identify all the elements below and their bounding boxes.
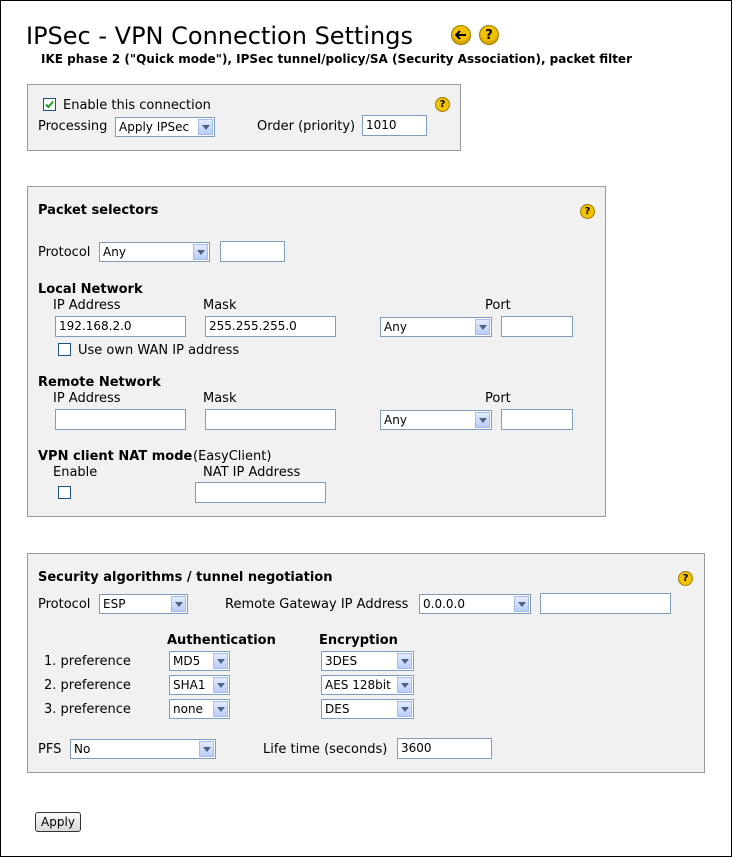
remote-mask-label: Mask (203, 391, 237, 406)
preference-3-auth-value: none (173, 702, 203, 716)
chevron-down-icon (198, 119, 213, 135)
preference-1-auth-value: MD5 (173, 654, 201, 668)
nat-ip-label: NAT IP Address (203, 465, 301, 480)
preference-1-enc-select[interactable] (321, 651, 414, 671)
nat-mode-heading: VPN client NAT mode (38, 449, 193, 464)
page-subtitle: IKE phase 2 ("Quick mode"), IPSec tunnel/policy/SA (Security Association), packet filter (41, 52, 632, 66)
local-ip-input[interactable]: 192.168.2.0 (55, 316, 186, 337)
chevron-down-icon (475, 412, 490, 428)
local-network-heading: Local Network (38, 282, 143, 297)
pfs-label: PFS (38, 742, 62, 757)
remote-port-input[interactable] (501, 409, 573, 430)
remote-ip-label: IP Address (53, 391, 121, 406)
nat-ip-input[interactable] (195, 482, 326, 503)
chevron-down-icon (213, 701, 228, 717)
chevron-down-icon (199, 741, 214, 757)
local-port-select-value: Any (384, 320, 407, 334)
remote-gateway-input[interactable] (540, 593, 671, 614)
processing-value: Apply IPSec (119, 120, 190, 134)
connection-help-icon[interactable]: ? (435, 97, 450, 112)
remote-port-label: Port (485, 391, 511, 406)
preference-3-label: 3. preference (44, 702, 131, 717)
preference-2-auth-select[interactable] (169, 675, 230, 695)
selectors-help-icon[interactable]: ? (580, 204, 595, 219)
preference-1-auth-select[interactable] (169, 651, 230, 671)
remote-mask-input[interactable] (205, 409, 336, 430)
enable-connection-checkbox[interactable] (43, 98, 56, 111)
pfs-value: No (74, 742, 91, 756)
nat-mode-note: (EasyClient) (193, 449, 272, 464)
chevron-down-icon (514, 596, 529, 612)
pfs-select[interactable] (70, 739, 216, 759)
security-heading: Security algorithms / tunnel negotiation (38, 570, 333, 585)
lifetime-label: Life time (seconds) (263, 742, 388, 757)
remote-ip-input[interactable] (55, 409, 186, 430)
remote-network-heading: Remote Network (38, 375, 161, 390)
preference-2-enc-select[interactable] (321, 675, 414, 695)
preference-2-label: 2. preference (44, 678, 131, 693)
preference-3-auth-select[interactable] (169, 699, 230, 719)
use-wan-ip-checkbox[interactable] (58, 343, 71, 356)
remote-port-select[interactable] (380, 410, 492, 430)
preference-2-enc-value: AES 128bit (325, 678, 391, 692)
connection-panel (27, 84, 461, 151)
preference-3-enc-select[interactable] (321, 699, 414, 719)
selector-protocol-label: Protocol (38, 245, 91, 260)
remote-gateway-select-value: 0.0.0.0 (423, 597, 465, 611)
security-help-icon[interactable]: ? (678, 571, 693, 586)
processing-label: Processing (38, 119, 108, 134)
local-mask-input[interactable]: 255.255.255.0 (205, 316, 336, 337)
preference-1-label: 1. preference (44, 654, 131, 669)
packet-selectors-panel (27, 186, 606, 517)
back-button[interactable] (451, 25, 471, 45)
selector-protocol-select[interactable] (99, 242, 210, 262)
chevron-down-icon (397, 701, 412, 717)
local-port-label: Port (485, 298, 511, 313)
local-port-select[interactable] (380, 317, 492, 337)
nat-enable-checkbox[interactable] (58, 486, 71, 499)
chevron-down-icon (193, 244, 208, 260)
help-icon: ? (485, 27, 493, 43)
local-ip-label: IP Address (53, 298, 121, 313)
chevron-down-icon (213, 677, 228, 693)
local-mask-label: Mask (203, 298, 237, 313)
preference-2-auth-value: SHA1 (173, 678, 206, 692)
local-port-input[interactable] (501, 316, 573, 337)
remote-port-select-value: Any (384, 413, 407, 427)
page-title: IPSec - VPN Connection Settings (26, 22, 413, 50)
security-panel (27, 553, 705, 773)
chevron-down-icon (397, 653, 412, 669)
selector-protocol-extra-input[interactable] (220, 241, 285, 262)
processing-select[interactable] (115, 117, 215, 137)
chevron-down-icon (475, 319, 490, 335)
order-input[interactable]: 1010 (362, 115, 427, 136)
preference-3-enc-value: DES (325, 702, 350, 716)
nat-enable-label: Enable (53, 465, 98, 480)
selector-protocol-value: Any (103, 245, 126, 259)
chevron-down-icon (213, 653, 228, 669)
security-protocol-value: ESP (103, 597, 126, 611)
security-protocol-select[interactable] (99, 594, 188, 614)
arrow-left-icon (455, 30, 467, 40)
remote-gateway-label: Remote Gateway IP Address (225, 597, 409, 612)
remote-gateway-select[interactable] (419, 594, 531, 614)
encryption-heading: Encryption (319, 633, 398, 648)
chevron-down-icon (171, 596, 186, 612)
use-wan-ip-label: Use own WAN IP address (78, 343, 240, 358)
authentication-heading: Authentication (167, 633, 276, 648)
order-label: Order (priority) (257, 119, 356, 134)
preference-1-enc-value: 3DES (325, 654, 358, 668)
enable-connection-label: Enable this connection (63, 98, 211, 113)
lifetime-input[interactable]: 3600 (397, 738, 492, 759)
apply-button[interactable]: Apply (35, 812, 81, 832)
chevron-down-icon (397, 677, 412, 693)
help-button[interactable] (479, 25, 499, 45)
security-protocol-label: Protocol (38, 597, 91, 612)
packet-selectors-heading: Packet selectors (38, 203, 159, 218)
check-icon (44, 99, 55, 110)
